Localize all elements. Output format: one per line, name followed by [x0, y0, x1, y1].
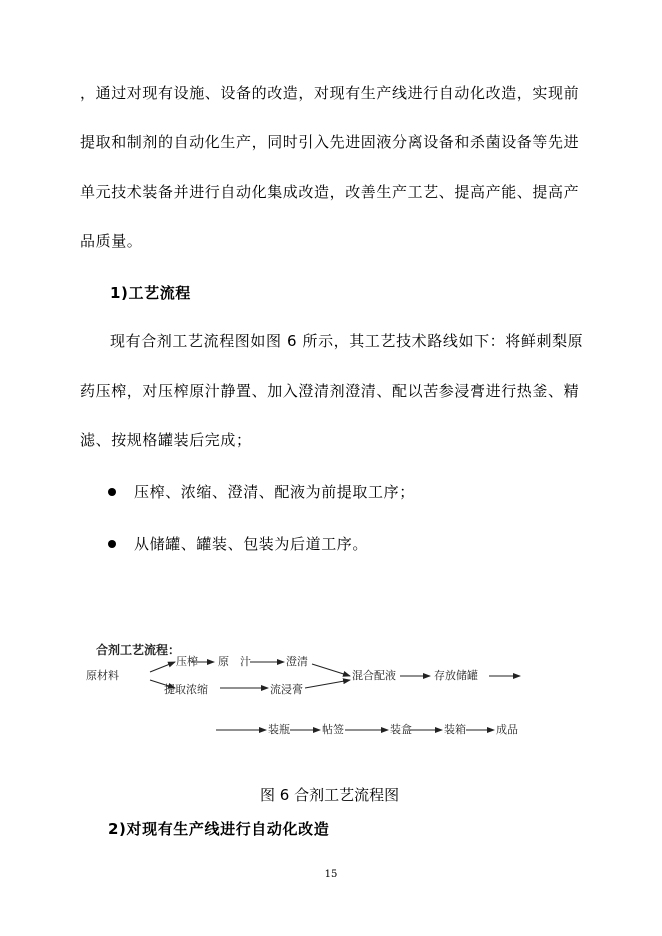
arrow-raw-to-press — [150, 662, 175, 672]
node-boxing: 装盒 — [390, 723, 412, 736]
flow-title: 合剂工艺流程： — [96, 643, 181, 657]
node-labeling: 帖签 — [322, 723, 344, 736]
node-extract-concentrate: 提取浓缩 — [164, 683, 208, 696]
section-heading-automation: 2)对现有生产线进行自动化改造 — [108, 820, 330, 838]
node-mixing: 混合配液 — [352, 669, 396, 682]
paragraph-2-line-3: 滤、按规格罐装后完成； — [80, 431, 252, 449]
paragraph-1-line-4: 品质量。 — [80, 232, 143, 250]
arrow-paste-to-mix — [305, 680, 350, 688]
node-storage-tank: 存放储罐 — [434, 669, 478, 682]
paragraph-2-line-1: 现有合剂工艺流程图如图 6 所示，其工艺技术路线如下：将鲜刺梨原 — [110, 332, 584, 350]
paragraph-1-line-2: 提取和制剂的自动化生产，同时引入先进固液分离设备和杀菌设备等先进 — [80, 133, 580, 151]
node-fluid-extract: 流浸膏 — [270, 683, 303, 696]
node-press: 压榨 — [176, 655, 198, 668]
figure-caption: 图 6 合剂工艺流程图 — [260, 786, 400, 804]
bullet-item-2: 从储罐、罐装、包装为后道工序。 — [134, 535, 369, 553]
node-juice: 原 汁 — [218, 655, 251, 668]
node-bottling: 装瓶 — [268, 723, 290, 736]
node-finished-product: 成品 — [496, 723, 518, 736]
node-casing: 装箱 — [444, 723, 466, 736]
paragraph-1-line-3: 单元技术装备并进行自动化集成改造，改善生产工艺、提高产能、提高产 — [80, 183, 580, 201]
bullet-item-1: 压榨、浓缩、澄清、配液为前提取工序； — [134, 483, 415, 501]
arrow-clarify-to-mix — [312, 664, 350, 676]
paragraph-1-line-1: ，通过对现有设施、设备的改造，对现有生产线进行自动化改造，实现前 — [80, 84, 580, 102]
section-heading-process-flow: 1)工艺流程 — [110, 284, 191, 302]
node-raw-material: 原材料 — [86, 669, 119, 682]
node-clarify: 澄清 — [286, 655, 308, 668]
paragraph-2-line-2: 药压榨，对压榨原汁静置、加入澄清剂澄清、配以苦参浸膏进行热釜、精 — [80, 382, 580, 400]
page-number: 15 — [324, 869, 338, 880]
